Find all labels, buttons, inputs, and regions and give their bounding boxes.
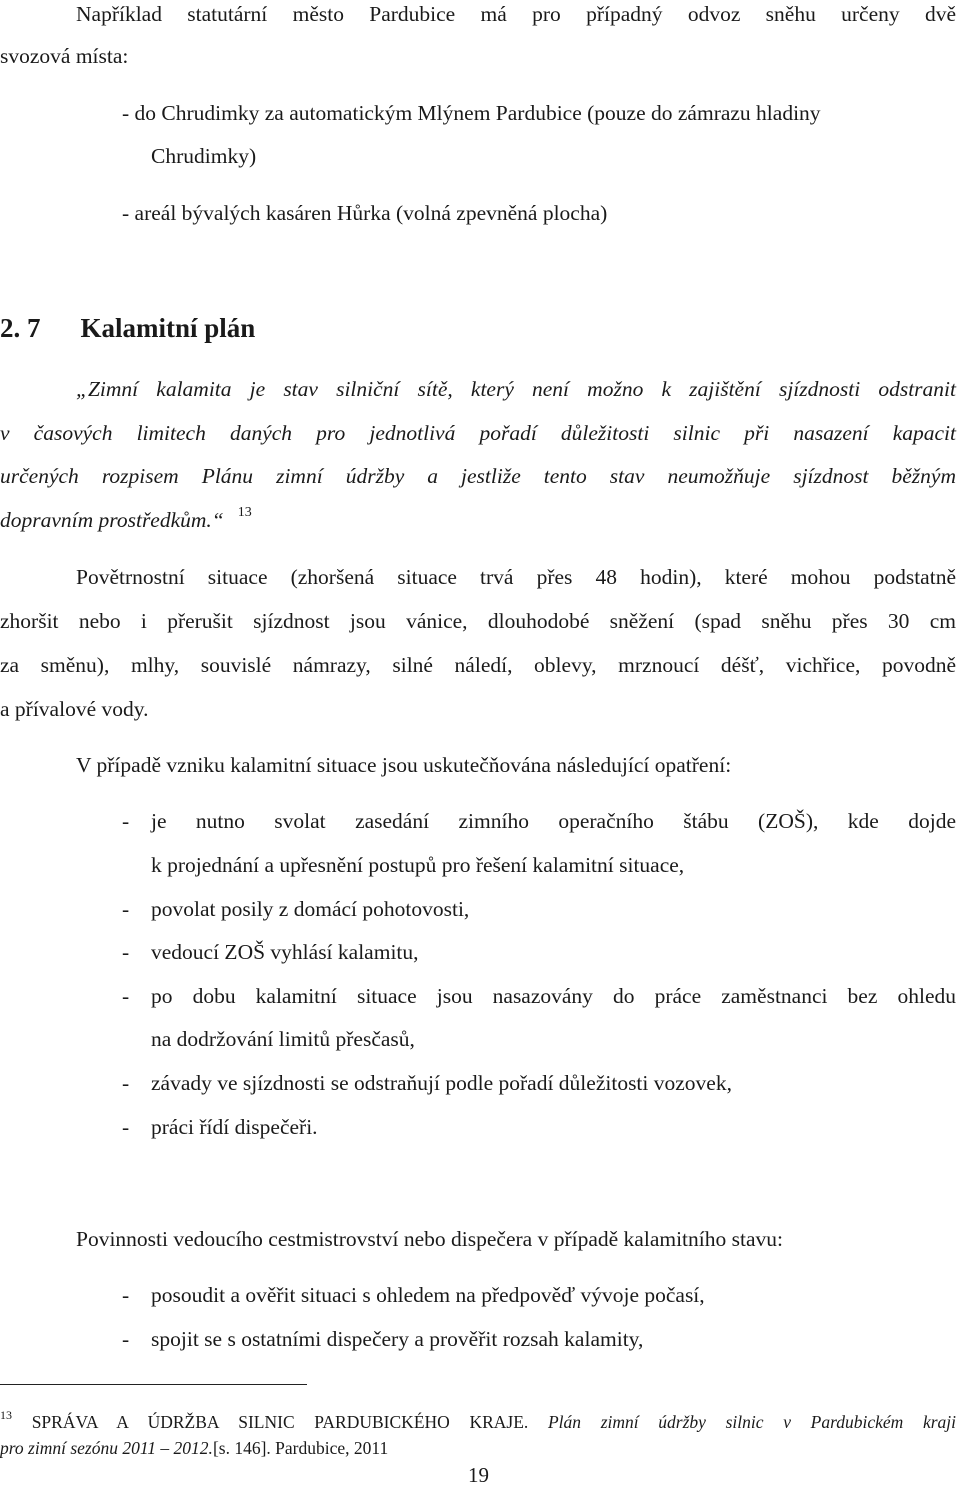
- measures-dash-3: -: [122, 940, 130, 964]
- quote-line-3: určených rozpisem Plánu zimní údržby a jestliže tento stav neumožňuje sjízdnost běžným: [0, 464, 956, 488]
- intro-item-1: - do Chrudimky za automatickým Mlýnem Pardubice (pouze do zámrazu hladiny: [122, 101, 821, 125]
- footnote-title-1: Plán zimní údržby silnic v Pardubickém kraji: [547, 1412, 957, 1432]
- intro-line-2: svozová místa:: [0, 44, 129, 68]
- measures-dash-4: -: [122, 984, 130, 1008]
- quote-line-4: dopravním prostředkům.“ $^{13}$: [0, 505, 252, 532]
- duties-item-2: spojit se s ostatními dispečery a prověřit rozsah kalamity,: [151, 1327, 644, 1351]
- footnote-line-2: [0, 1440, 388, 1458]
- measures-item-4-cont: na dodržování limitů přesčasů,: [151, 1027, 415, 1051]
- measures-dash-1: -: [122, 809, 130, 833]
- footnote-title-2: pro zimní sezónu 2011 – 2012.: [0, 1438, 213, 1458]
- measures-item-6: práci řídí dispečeři.: [151, 1115, 318, 1139]
- measures-item-1: je nutno svolat zasedání zimního operačního štábu (ZOŠ), kde dojde: [151, 809, 956, 833]
- footnote-author: SPRÁVA A ÚDRŽBA SILNIC PARDUBICKÉHO KRAJE.: [31, 1412, 529, 1432]
- section-heading: [0, 315, 255, 342]
- intro-line-1: Například statutární město Pardubice má pro případný odvoz sněhu určeny dvě: [76, 2, 956, 26]
- intro-item-1-cont: Chrudimky): [151, 144, 257, 168]
- section-title: Kalamitní plán: [80, 313, 256, 343]
- measures-intro: V případě vzniku kalamitní situace jsou uskutečňována následující opatření:: [76, 753, 732, 777]
- duties-item-1: posoudit a ověřit situaci s ohledem na předpověď vývoje počasí,: [151, 1283, 705, 1307]
- measures-item-4: po dobu kalamitní situace jsou nasazovány do práce zaměstnanci bez ohledu: [151, 984, 956, 1008]
- weather-line-3: za směnu), mlhy, souvislé námrazy, silné náledí, oblevy, mrznoucí déšť, vichřice, povodně: [0, 653, 956, 677]
- weather-line-2: zhoršit nebo i přerušit sjízdnost jsou vánice, dlouhodobé sněžení (spad sněhu přes 30 cm: [0, 609, 956, 633]
- weather-line-4: a přívalové vody.: [0, 697, 149, 721]
- duties-dash-2: -: [122, 1327, 130, 1351]
- quote-line-1: „Zimní kalamita je stav silniční sítě, který není možno k zajištění sjízdnosti odstranit: [76, 377, 956, 401]
- measures-dash-2: -: [122, 897, 130, 921]
- intro-item-2: - areál bývalých kasáren Hůrka (volná zpevněná plocha): [122, 201, 608, 225]
- measures-item-5: závady ve sjízdnosti se odstraňují podle pořadí důležitosti vozovek,: [151, 1071, 732, 1095]
- footnote-ref: 13: [237, 505, 252, 520]
- weather-line-1: Povětrnostní situace (zhoršená situace trvá přes 48 hodin), které mohou podstatně: [76, 565, 956, 589]
- footnote-line-1: [0, 1408, 957, 1432]
- quote-line-2: v časových limitech daných pro jednotlivá pořadí důležitosti silnic při nasazení kapacit: [0, 421, 956, 445]
- duties-intro: Povinnosti vedoucího cestmistrovství nebo dispečera v případě kalamitního stavu:: [76, 1227, 783, 1251]
- measures-item-3: vedoucí ZOŠ vyhlásí kalamitu,: [151, 940, 419, 964]
- footnote-number: 13: [0, 1408, 12, 1422]
- footnote-rest: [s. 146]. Pardubice, 2011: [212, 1438, 389, 1458]
- measures-item-2: povolat posily z domácí pohotovosti,: [151, 897, 470, 921]
- duties-dash-1: -: [122, 1283, 130, 1307]
- measures-dash-6: -: [122, 1115, 130, 1139]
- measures-item-1-cont: k projednání a upřesnění postupů pro řešení kalamitní situace,: [151, 853, 685, 877]
- measures-dash-5: -: [122, 1071, 130, 1095]
- page-number: 19: [468, 1463, 489, 1487]
- section-number: 2. 7: [0, 313, 41, 343]
- footnote-separator: [0, 1384, 307, 1385]
